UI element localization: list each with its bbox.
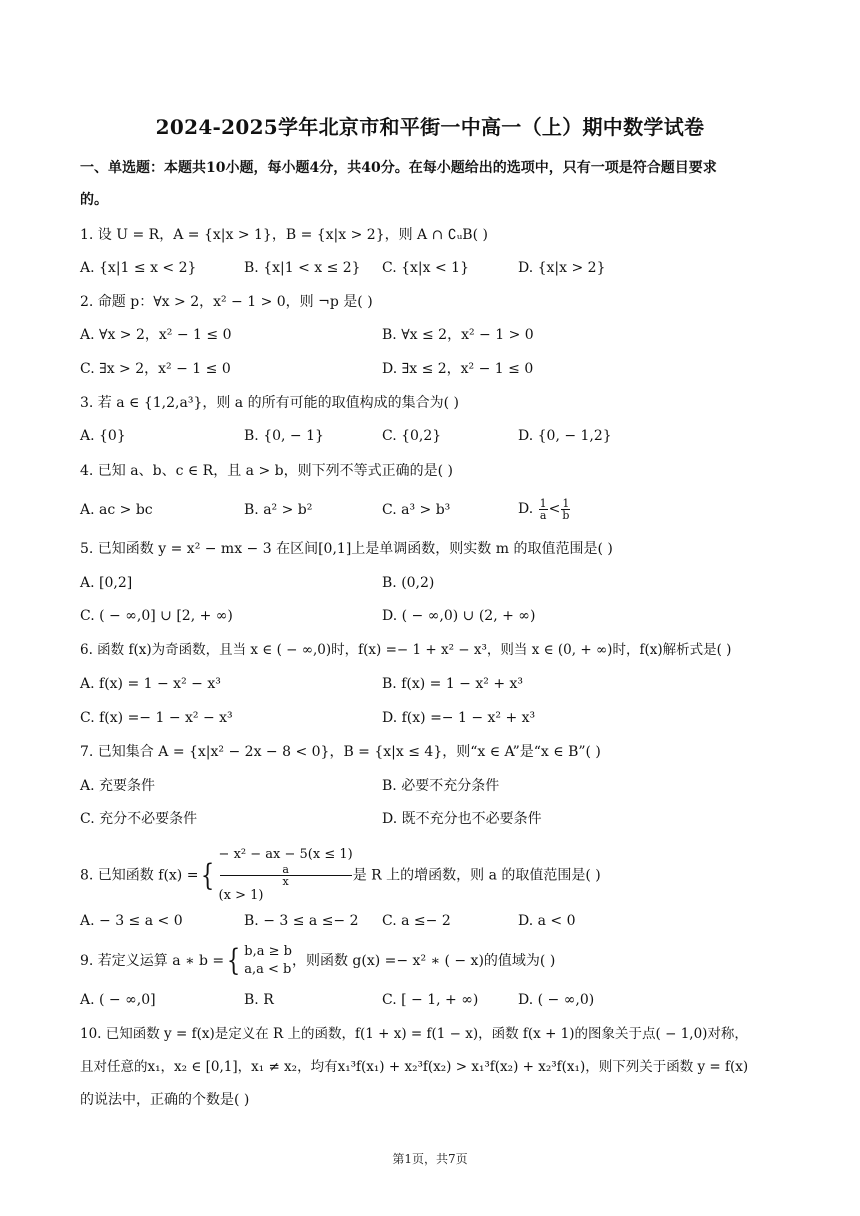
question-3-option-d[interactable]: D. {0, − 1,2} [518,428,612,444]
question-8-stem: 8. 已知函数 f(x) ={ − x² − ax − 5(x ≤ 1) a x (x > 1) 是 R 上的增函数，则 a 的取值范围是( ) [80,847,601,903]
question-6-stem: 6. 函数 f(x)为奇函数，且当 x ∈ ( − ∞,0)时，f(x) =− 1 + x² − x³，则当 x ∈ (0, + ∞)时，f(x)解析式是( ) [80,642,732,658]
question-6-option-b[interactable]: B. f(x) = 1 − x² + x³ [382,676,524,692]
question-4-option-c[interactable]: C. a³ > b³ [382,502,451,518]
question-8-option-d[interactable]: D. a < 0 [518,913,576,929]
question-2-option-c[interactable]: C. ∃x > 2，x² − 1 ≤ 0 [80,361,231,377]
question-4-stem: 4. 已知 a、b、c ∈ R，且 a > b，则下列不等式正确的是( ) [80,463,453,479]
less-than-sign: < [548,501,561,517]
question-7-option-c[interactable]: C. 充分不必要条件 [80,811,198,827]
question-9-stem: 9. 若定义运算 a ∗ b ={ b,a ≥ b a,a < b ，则函数 g(x) =− x² ∗ ( − x)的值域为( ) [80,943,556,978]
question-9-option-d[interactable]: D. ( − ∞,0) [518,992,595,1008]
question-4-option-d[interactable] [518,494,571,524]
question-4-option-a[interactable]: A. ac > bc [80,502,153,518]
question-3-option-b[interactable]: B. {0, − 1} [244,428,324,444]
question-7-option-d[interactable]: D. 既不充分也不必要条件 [382,811,542,827]
question-10-line-1: 10. 已知函数 y = f(x)是定义在 R 上的函数，f(1 + x) = f(1 − x)，函数 f(x + 1)的图象关于点( − 1,0)对称， [80,1026,748,1042]
section-heading-cont: 的。 [80,192,108,208]
piecewise-cases: − x² − ax − 5(x ≤ 1) a x (x > 1) [218,847,353,903]
question-2-option-a[interactable]: A. ∀x > 2，x² − 1 ≤ 0 [80,327,232,343]
question-5-option-b[interactable]: B. (0,2) [382,575,435,591]
question-9-option-a[interactable]: A. ( − ∞,0] [80,992,156,1008]
question-7-option-b[interactable]: B. 必要不充分条件 [382,778,500,794]
question-3-option-c[interactable]: C. {0,2} [382,428,442,444]
question-6-option-c[interactable]: C. f(x) =− 1 − x² − x³ [80,710,233,726]
question-2-option-d[interactable]: D. ∃x ≤ 2，x² − 1 ≤ 0 [382,361,534,377]
question-8-option-b[interactable]: B. − 3 ≤ a ≤− 2 [244,913,359,929]
piecewise-brace: { [201,857,215,893]
question-6-option-a[interactable]: A. f(x) = 1 − x² − x³ [80,676,221,692]
question-1-option-d[interactable]: D. {x|x > 2} [518,260,606,276]
question-10-line-3: 的说法中，正确的个数是( ) [80,1092,250,1108]
page-footer: 第1页，共7页 [392,1152,468,1166]
question-1-option-a[interactable]: A. {x|1 ≤ x < 2} [80,260,197,276]
question-5-option-a[interactable]: A. [0,2] [80,575,133,591]
question-9-option-b[interactable]: B. R [244,992,274,1008]
section-heading: 一、单选题：本题共10小题，每小题4分，共40分。在每小题给出的选项中，只有一项是符合题目要求 [80,160,717,176]
option-d-label: D. [518,501,538,517]
question-8-option-c[interactable]: C. a ≤− 2 [382,913,451,929]
page-title: 2024-2025学年北京市和平街一中高一（上）期中数学试卷 [155,115,705,139]
question-2-stem: 2. 命题 p：∀x > 2，x² − 1 > 0，则 ¬p 是( ) [80,294,373,310]
fraction-1-over-b: $\frac{1}{b}$ [562,496,570,522]
question-9-option-c[interactable]: C. [ − 1, + ∞) [382,992,479,1008]
question-5-option-d[interactable]: D. ( − ∞,0) ∪ (2, + ∞) [382,608,536,624]
question-3-stem: 3. 若 a ∈ {1,2,a³}，则 a 的所有可能的取值构成的集合为( ) [80,395,459,411]
question-1-option-b[interactable]: B. {x|1 < x ≤ 2} [244,260,361,276]
question-10-line-2: 且对任意的x₁，x₂ ∈ [0,1]，x₁ ≠ x₂，均有x₁³f(x₁) + x₂³f(x₂) > x₁³f(x₂) + x₂³f(x₁)，则下列关于函数 y = f(x) [80,1059,749,1075]
question-7-stem: 7. 已知集合 A = {x|x² − 2x − 8 < 0}，B = {x|x ≤ 4}，则“x ∈ A”是“x ∈ B”( ) [80,744,601,760]
question-5-stem: 5. 已知函数 y = x² − mx − 3 在区间[0,1]上是单调函数，则实数 m 的取值范围是( ) [80,541,613,557]
operation-brace: { [227,943,241,978]
question-6-option-d[interactable]: D. f(x) =− 1 − x² + x³ [382,710,536,726]
question-2-option-b[interactable]: B. ∀x ≤ 2，x² − 1 > 0 [382,327,534,343]
question-1-stem: 1. 设 U = R，A = {x|x > 1}，B = {x|x > 2}，则 A ∩ ∁ᵤB( ) [80,227,488,243]
question-8-option-a[interactable]: A. − 3 ≤ a < 0 [80,913,183,929]
operation-cases: b,a ≥ b a,a < b [244,944,292,977]
question-3-option-a[interactable]: A. {0} [80,428,126,444]
question-7-option-a[interactable]: A. 充要条件 [80,778,156,794]
fraction-1-over-a: $\frac{1}{a}$ [539,496,547,522]
question-1-option-c[interactable]: C. {x|x < 1} [382,260,469,276]
question-5-option-c[interactable]: C. ( − ∞,0] ∪ [2, + ∞) [80,608,233,624]
question-4-option-b[interactable]: B. a² > b² [244,502,313,518]
